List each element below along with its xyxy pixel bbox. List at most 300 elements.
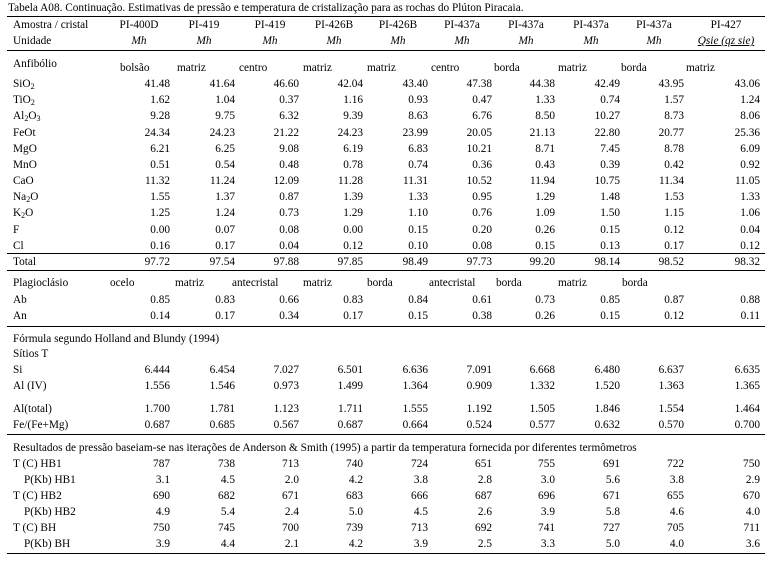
table-cell: 9.75	[215, 110, 235, 122]
table-cell: 0.78	[343, 159, 363, 171]
table-cell: 1.33	[408, 191, 428, 203]
table-cell: 6.09	[740, 143, 760, 155]
table-cell: 0.12	[664, 310, 684, 322]
table-cell: 651	[475, 458, 492, 470]
table-cell: 1.700	[144, 403, 170, 415]
label-part: MgO	[13, 143, 37, 155]
table-cell: 711	[743, 522, 760, 534]
table-cell: 1.24	[215, 207, 235, 219]
table-cell: 43.95	[658, 78, 684, 90]
table-cell: 1.55	[150, 191, 170, 203]
oxide-label	[13, 175, 34, 188]
table-cell: 0.38	[472, 310, 492, 322]
table-cell: 22.80	[594, 127, 620, 139]
table-cell: 739	[346, 522, 363, 534]
table-cell: 20.77	[658, 127, 684, 139]
sample-id: PI-426B	[314, 19, 354, 31]
table-cell: 1.48	[600, 191, 620, 203]
oxide-label	[13, 240, 24, 253]
table-cell: 10.21	[466, 143, 492, 155]
table-cell: 0.687	[337, 419, 363, 431]
table-cell: 0.577	[529, 419, 555, 431]
table-cell: 3.8	[413, 474, 428, 486]
rule-line	[7, 434, 765, 435]
table-cell: 0.61	[472, 294, 492, 306]
oxide-label	[13, 110, 40, 123]
position-label: matriz	[175, 277, 204, 289]
table-cell: 0.51	[150, 159, 170, 171]
position-label: ocelo	[110, 277, 135, 289]
table-cell: 1.29	[343, 207, 363, 219]
label-part: 2	[30, 98, 35, 107]
table-cell: 0.95	[472, 191, 492, 203]
table-cell: 0.34	[279, 310, 299, 322]
table-cell: 0.66	[279, 294, 299, 306]
position-label: matriz	[686, 62, 715, 74]
table-cell: 1.09	[535, 207, 555, 219]
table-cell: 0.08	[472, 240, 492, 252]
table-cell: 7.027	[273, 364, 299, 376]
table-cell: 1.37	[215, 191, 235, 203]
table-cell: 0.700	[734, 419, 760, 431]
oxide-label	[13, 159, 37, 172]
table-cell: 0.37	[279, 94, 299, 106]
position-label: matriz	[177, 62, 206, 74]
table-cell: 4.9	[155, 506, 170, 518]
label-part: Total	[13, 256, 37, 268]
table-cell: 5.4	[220, 506, 235, 518]
row-label: Ab	[13, 294, 27, 306]
sample-id: PI-427	[710, 19, 742, 31]
table-cell: 1.556	[144, 380, 170, 392]
table-cell: 727	[603, 522, 620, 534]
table-cell: 9.39	[343, 110, 363, 122]
table-cell: 1.364	[402, 380, 428, 392]
table-cell: 4.4	[220, 538, 235, 550]
table-cell: 5.8	[605, 506, 620, 518]
table-cell: 700	[282, 522, 299, 534]
table-cell: 20.05	[466, 127, 492, 139]
label-part: Na	[13, 191, 27, 203]
table-cell: 740	[346, 458, 363, 470]
table-cell: 97.72	[144, 256, 170, 268]
table-cell: 11.24	[210, 175, 235, 187]
table-cell: 671	[282, 490, 299, 502]
oxide-label	[13, 94, 35, 107]
table-cell: 0.73	[535, 294, 555, 306]
table-cell: 0.13	[600, 240, 620, 252]
table-cell: 8.71	[535, 143, 555, 155]
table-cell: 0.524	[466, 419, 492, 431]
table-cell: 3.9	[155, 538, 170, 550]
sample-id: PI-419	[188, 19, 220, 31]
row-label: Al(total)	[13, 403, 52, 415]
table-cell: 47.38	[466, 78, 492, 90]
position-label: matriz	[303, 62, 332, 74]
position-label: centro	[239, 62, 268, 74]
section-title-plagioclasio: Plagioclásio	[13, 277, 69, 289]
table-cell: 1.62	[150, 94, 170, 106]
position-label: antecristal	[232, 277, 279, 289]
table-cell: 671	[603, 490, 620, 502]
row-label: T (C) HB1	[13, 458, 62, 470]
table-cell: 24.34	[144, 127, 170, 139]
position-label: matriz	[367, 62, 396, 74]
oxide-label	[13, 207, 33, 220]
label-part: MnO	[13, 159, 37, 171]
label-part: SiO	[13, 78, 31, 90]
table-cell: 10.27	[594, 110, 620, 122]
table-cell: 11.31	[403, 175, 428, 187]
table-cell: 98.52	[658, 256, 684, 268]
table-cell: 787	[153, 458, 170, 470]
table-cell: 0.00	[343, 224, 363, 236]
row-label: An	[13, 310, 27, 322]
table-cell: 0.17	[343, 310, 363, 322]
table-cell: 0.570	[658, 419, 684, 431]
label-part: CaO	[13, 175, 34, 187]
table-cell: 43.06	[734, 78, 760, 90]
table-cell: 1.554	[658, 403, 684, 415]
table-cell: 0.973	[273, 380, 299, 392]
table-cell: 1.24	[740, 94, 760, 106]
table-cell: 11.34	[659, 175, 684, 187]
table-cell: 97.88	[273, 256, 299, 268]
table-cell: 6.480	[594, 364, 620, 376]
table-cell: 1.06	[740, 207, 760, 219]
table-cell: 0.632	[594, 419, 620, 431]
table-cell: 0.88	[740, 294, 760, 306]
row-label: P(Kb) HB2	[24, 506, 76, 518]
unit-label: Mh	[131, 35, 147, 47]
table-cell: 692	[475, 522, 492, 534]
table-cell: 6.21	[150, 143, 170, 155]
table-cell: 0.20	[472, 224, 492, 236]
table-cell: 0.10	[408, 240, 428, 252]
table-cell: 4.2	[348, 538, 363, 550]
table-cell: 1.15	[664, 207, 684, 219]
table-cell: 8.73	[664, 110, 684, 122]
table-cell: 42.04	[337, 78, 363, 90]
table-cell: 4.6	[669, 506, 684, 518]
position-label: borda	[621, 62, 647, 74]
unit-label: Mh	[646, 35, 662, 47]
table-cell: 3.6	[745, 538, 760, 550]
table-cell: 0.15	[600, 224, 620, 236]
table-cell: 6.83	[408, 143, 428, 155]
table-cell: 6.636	[402, 364, 428, 376]
unit-label: Mh	[390, 35, 406, 47]
table-cell: 0.43	[535, 159, 555, 171]
table-cell: 0.84	[408, 294, 428, 306]
table-cell: 0.85	[150, 294, 170, 306]
table-cell: 24.23	[337, 127, 363, 139]
sample-id: PI-426B	[378, 19, 418, 31]
table-cell: 6.444	[144, 364, 170, 376]
position-label: matriz	[558, 62, 587, 74]
label-part: O	[25, 207, 34, 219]
rule-line	[7, 553, 765, 554]
table-cell: 4.2	[348, 474, 363, 486]
table-cell: 0.04	[279, 240, 299, 252]
table-cell: 0.87	[279, 191, 299, 203]
table-cell: 2.1	[284, 538, 299, 550]
table-cell: 4.5	[220, 474, 235, 486]
sample-id: PI-419	[254, 19, 286, 31]
row-label: P(Kb) BH	[24, 538, 71, 550]
oxide-label	[13, 191, 38, 204]
table-cell: 738	[218, 458, 235, 470]
table-cell: 9.28	[150, 110, 170, 122]
table-cell: 98.32	[734, 256, 760, 268]
table-cell: 1.53	[664, 191, 684, 203]
table-cell: 6.501	[337, 364, 363, 376]
table-cell: 0.687	[144, 419, 170, 431]
table-cell: 5.6	[605, 474, 620, 486]
table-cell: 1.464	[734, 403, 760, 415]
table-cell: 41.48	[144, 78, 170, 90]
table-cell: 683	[346, 490, 363, 502]
table-cell: 755	[538, 458, 555, 470]
table-cell: 97.73	[466, 256, 492, 268]
section-title-anfibolio: Anfibólio	[13, 58, 57, 70]
position-label: bolsão	[120, 62, 150, 74]
table-cell: 0.15	[600, 310, 620, 322]
table-cell: 0.92	[740, 159, 760, 171]
table-cell: 0.909	[466, 380, 492, 392]
table-cell: 682	[218, 490, 235, 502]
oxide-label	[13, 224, 19, 237]
label-part: Cl	[13, 240, 24, 252]
position-label: centro	[431, 62, 460, 74]
position-label: antecristal	[429, 277, 476, 289]
unit-label: Qsie (qz sie)	[697, 35, 755, 47]
table-cell: 745	[218, 522, 235, 534]
table-cell: 0.17	[664, 240, 684, 252]
table-cell: 21.22	[273, 127, 299, 139]
table-cell: 4.0	[745, 506, 760, 518]
table-cell: 8.63	[408, 110, 428, 122]
table-cell: 1.546	[209, 380, 235, 392]
table-cell: 0.47	[472, 94, 492, 106]
unit-label: Mh	[196, 35, 212, 47]
table-cell: 0.83	[215, 294, 235, 306]
table-cell: 0.12	[740, 240, 760, 252]
table-cell: 0.14	[150, 310, 170, 322]
table-cell: 23.99	[402, 127, 428, 139]
position-label: matriz	[303, 277, 332, 289]
table-cell: 10.52	[466, 175, 492, 187]
table-cell: 0.73	[279, 207, 299, 219]
table-cell: 46.60	[273, 78, 299, 90]
sample-id: PI-400D	[119, 19, 159, 31]
table-cell: 1.10	[408, 207, 428, 219]
table-cell: 1.57	[664, 94, 684, 106]
position-label: borda	[622, 277, 648, 289]
table-cell: 0.685	[209, 419, 235, 431]
oxide-label	[13, 127, 36, 140]
unit-label: Mh	[326, 35, 342, 47]
table-cell: 1.16	[343, 94, 363, 106]
table-cell: 0.08	[279, 224, 299, 236]
table-cell: 0.567	[273, 419, 299, 431]
table-cell: 0.15	[408, 224, 428, 236]
table-cell: 3.9	[413, 538, 428, 550]
table-cell: 98.49	[402, 256, 428, 268]
table-cell: 1.123	[273, 403, 299, 415]
table-cell: 0.48	[279, 159, 299, 171]
table-cell: 1.365	[734, 380, 760, 392]
table-cell: 6.635	[734, 364, 760, 376]
table-cell: 722	[667, 458, 684, 470]
table-cell: 0.12	[343, 240, 363, 252]
table-cell: 696	[538, 490, 555, 502]
table-cell: 0.76	[472, 207, 492, 219]
table-cell: 97.85	[337, 256, 363, 268]
table-cell: 1.499	[337, 380, 363, 392]
table-cell: 750	[153, 522, 170, 534]
label-part: 2	[24, 114, 29, 123]
table-caption: Tabela A08. Continuação. Estimativas de pressão e temperatura de cristalização para as rochas do Plúton Piracaia.	[8, 2, 524, 14]
table-cell: 43.40	[402, 78, 428, 90]
table-cell: 0.16	[150, 240, 170, 252]
position-label: matriz	[558, 277, 587, 289]
table-cell: 0.17	[215, 240, 235, 252]
table-cell: 5.0	[605, 538, 620, 550]
table-cell: 0.26	[535, 310, 555, 322]
table-cell: 0.74	[600, 94, 620, 106]
table-cell: 750	[743, 458, 760, 470]
table-cell: 1.520	[594, 380, 620, 392]
table-cell: 1.29	[535, 191, 555, 203]
section-subtitle-sitios: Sítios T	[13, 348, 49, 360]
table-cell: 1.711	[338, 403, 363, 415]
table-cell: 11.94	[530, 175, 555, 187]
table-cell: 705	[667, 522, 684, 534]
table-cell: 12.09	[273, 175, 299, 187]
table-cell: 11.05	[735, 175, 760, 187]
table-cell: 97.54	[209, 256, 235, 268]
label-part: FeOt	[13, 127, 36, 139]
table-cell: 0.39	[600, 159, 620, 171]
table-cell: 3.8	[669, 474, 684, 486]
rule-line	[7, 253, 765, 254]
position-label: borda	[496, 277, 522, 289]
table-cell: 6.637	[658, 364, 684, 376]
table-cell: 2.8	[477, 474, 492, 486]
position-label: borda	[367, 277, 393, 289]
table-cell: 6.19	[343, 143, 363, 155]
table-cell: 8.06	[740, 110, 760, 122]
section-title-formula: Fórmula segundo Holland and Blundy (1994)	[13, 333, 220, 345]
row-label: Si	[13, 364, 23, 376]
table-cell: 11.32	[145, 175, 170, 187]
label-part: Al	[13, 110, 25, 122]
table-cell: 2.6	[477, 506, 492, 518]
label-part: O	[30, 191, 39, 203]
sample-id: PI-437a	[508, 19, 544, 31]
oxide-label	[13, 78, 35, 91]
table-cell: 98.14	[594, 256, 620, 268]
table-cell: 5.0	[348, 506, 363, 518]
table-cell: 21.13	[529, 127, 555, 139]
label-part: 2	[21, 211, 26, 220]
row-label: Al (IV)	[13, 380, 47, 392]
table-cell: 1.25	[150, 207, 170, 219]
table-cell: 0.87	[664, 294, 684, 306]
position-label: borda	[494, 62, 520, 74]
unit-label: Mh	[583, 35, 599, 47]
label-part: 2	[30, 82, 35, 91]
sample-id: PI-437a	[636, 19, 672, 31]
table-cell: 691	[603, 458, 620, 470]
unit-label: Mh	[454, 35, 470, 47]
table-cell: 670	[743, 490, 760, 502]
table-cell: 1.33	[535, 94, 555, 106]
table-cell: 0.83	[343, 294, 363, 306]
table-cell: 1.192	[466, 403, 492, 415]
table-cell: 0.07	[215, 224, 235, 236]
table-cell: 666	[411, 490, 428, 502]
table-cell: 6.668	[529, 364, 555, 376]
table-cell: 1.04	[215, 94, 235, 106]
table-cell: 2.0	[284, 474, 299, 486]
table-cell: 6.25	[215, 143, 235, 155]
table-cell: 1.846	[594, 403, 620, 415]
table-cell: 10.75	[594, 175, 620, 187]
table-cell: 0.664	[402, 419, 428, 431]
table-cell: 713	[411, 522, 428, 534]
table-cell: 0.11	[740, 310, 760, 322]
table-cell: 687	[475, 490, 492, 502]
table-cell: 713	[282, 458, 299, 470]
label-part: 3	[36, 114, 41, 123]
oxide-label	[13, 143, 37, 156]
table-cell: 2.9	[745, 474, 760, 486]
row-label: T (C) HB2	[13, 490, 62, 502]
rule-line	[7, 50, 765, 51]
table-cell: 7.45	[600, 143, 620, 155]
label-part: 2	[26, 195, 31, 204]
table-cell: 0.26	[535, 224, 555, 236]
table-cell: 1.505	[529, 403, 555, 415]
table-cell: 99.20	[529, 256, 555, 268]
table-cell: 1.39	[343, 191, 363, 203]
table-cell: 0.36	[472, 159, 492, 171]
table-cell: 1.50	[600, 207, 620, 219]
table-cell: 4.0	[669, 538, 684, 550]
table-cell: 0.54	[215, 159, 235, 171]
label-part: O	[28, 110, 37, 122]
sample-id: PI-437a	[444, 19, 480, 31]
table-cell: 3.9	[540, 506, 555, 518]
table-cell: 44.38	[529, 78, 555, 90]
table-cell: 1.781	[209, 403, 235, 415]
oxide-label	[13, 256, 36, 269]
table-cell: 0.00	[150, 224, 170, 236]
table-cell: 8.78	[664, 143, 684, 155]
table-cell: 0.42	[664, 159, 684, 171]
table-cell: 1.33	[740, 191, 760, 203]
table-cell: 3.1	[155, 474, 170, 486]
table-cell: 11.28	[338, 175, 363, 187]
label-part: K	[13, 207, 22, 219]
table-cell: 0.15	[408, 310, 428, 322]
rule-line	[7, 16, 765, 17]
label-part: TiO	[13, 94, 31, 106]
table-cell: 655	[667, 490, 684, 502]
rule-line	[7, 270, 765, 271]
